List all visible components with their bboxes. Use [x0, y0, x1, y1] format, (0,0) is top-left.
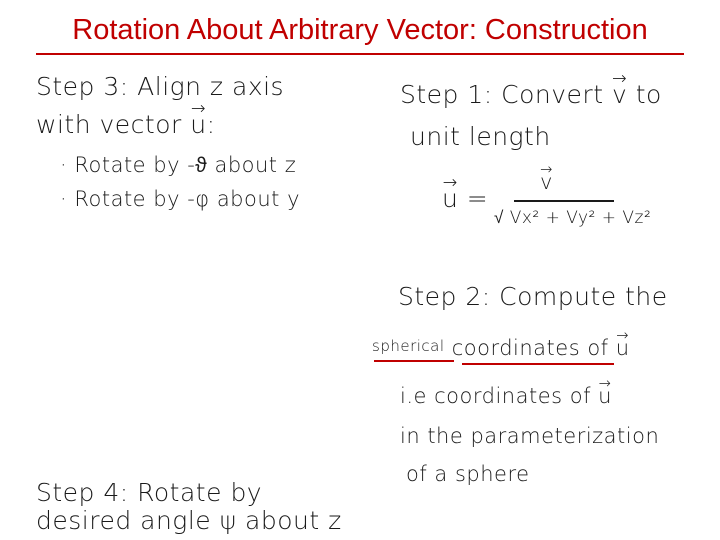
step3-bullet-2: · Rotate by -φ about y [60, 187, 301, 211]
word-spherical: spherical [372, 337, 445, 355]
step2-line3-prefix: i.e coordinates of [400, 384, 599, 408]
formula-numerator-v: → v [540, 170, 553, 194]
step3-line2-prefix: with vector [36, 110, 191, 139]
step1-heading [400, 80, 662, 109]
vector-u-symbol: → u [190, 110, 206, 139]
step1-heading-prefix: Step 1: Convert [400, 80, 612, 109]
formula-vector-u: → u [442, 184, 458, 213]
unit-vector-fraction [494, 168, 652, 244]
formula-lhs [442, 184, 488, 213]
step3-line2-suffix: : [206, 110, 216, 139]
step4-line2: desired angle ψ about z [36, 506, 342, 535]
coordinates-underline [462, 363, 614, 365]
step3-bullet-1: · Rotate by -ϑ about z [60, 153, 297, 177]
step2-line2 [372, 336, 630, 360]
step2-of: of [580, 336, 616, 360]
step4-heading: Step 4: Rotate by [36, 478, 263, 507]
step1-heading-suffix: to [627, 80, 662, 109]
step3-line2 [36, 110, 216, 139]
title-underline [36, 53, 684, 55]
step2-line4: in the parameterization [400, 424, 660, 448]
step3-heading: Step 3: Align z axis [36, 72, 285, 101]
formula-denominator: √ Vx² + Vy² + Vz² [494, 208, 652, 228]
step2-line5: of a sphere [406, 462, 530, 486]
slide-title: Rotation About Arbitrary Vector: Construction [72, 14, 648, 46]
spherical-underline [374, 360, 454, 362]
step2-line3-vector-u: → u [598, 384, 612, 408]
step2-vector-u: → u [616, 336, 630, 360]
vector-v-symbol: → v [612, 80, 627, 109]
fraction-bar [514, 200, 614, 202]
step1-line2: unit length [410, 122, 551, 151]
step2-line3 [400, 384, 612, 408]
word-coordinates: coordinates [451, 336, 581, 360]
step2-heading: Step 2: Compute the [398, 282, 668, 311]
formula-equals: = [458, 184, 489, 213]
